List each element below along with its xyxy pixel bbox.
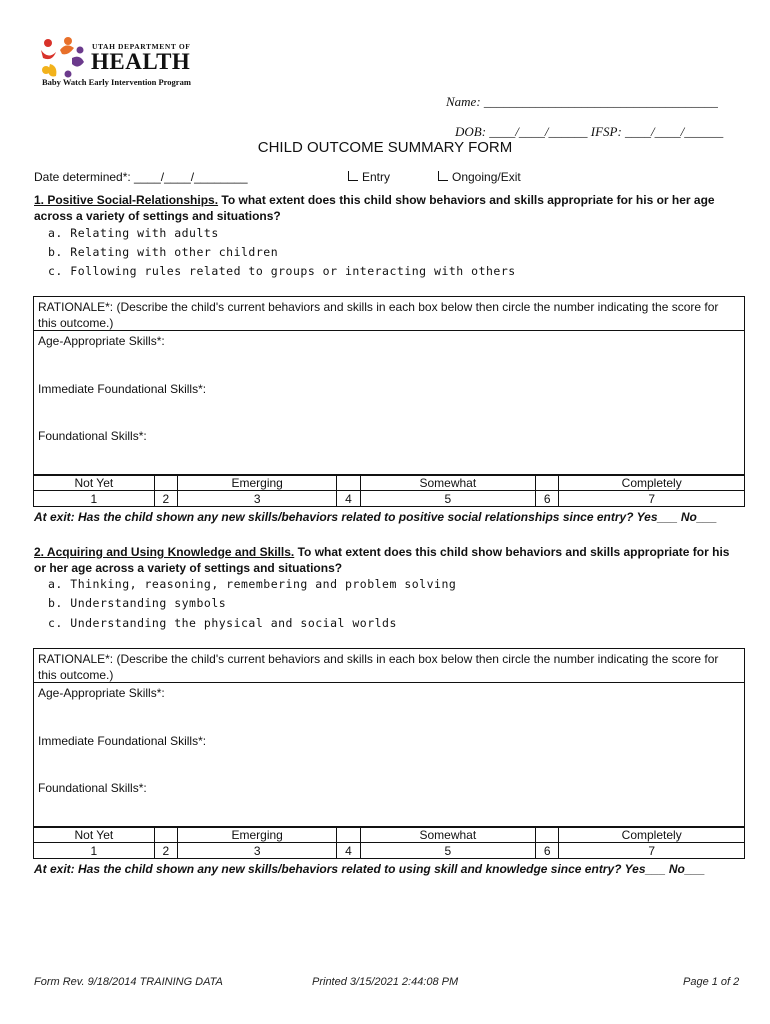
scale-label: Emerging	[178, 475, 337, 491]
score-1[interactable]: 1	[34, 843, 155, 859]
age-appropriate-field[interactable]: Age-Appropriate Skills*:	[38, 686, 165, 700]
logo-health: HEALTH	[91, 49, 191, 74]
scale-label: Not Yet	[34, 475, 155, 491]
footer-printed: Printed 3/15/2021 2:44:08 PM	[312, 976, 459, 988]
section2-heading: 2. Acquiring and Using Knowledge and Skills. To what extent does this child show behaviors and skills appropriate for his or her age across a variety of settings and situations?	[34, 545, 730, 575]
score-6[interactable]: 6	[536, 491, 559, 507]
score-2[interactable]: 2	[154, 491, 177, 507]
ongoing-exit-label: Ongoing/Exit	[452, 170, 521, 184]
dob-ifsp-field[interactable]: DOB: ____/____/______ IFSP: ____/____/______	[455, 124, 724, 139]
score-6[interactable]: 6	[536, 843, 559, 859]
logo-program: Baby Watch Early Intervention Program	[42, 77, 191, 87]
scale-label: Completely	[559, 827, 745, 843]
score-3[interactable]: 3	[178, 843, 337, 859]
page-title: CHILD OUTCOME SUMMARY FORM	[257, 139, 513, 156]
section2-item: b. Understanding symbols	[48, 596, 227, 610]
section1-item: a. Relating with adults	[48, 226, 219, 240]
scale-label: Completely	[559, 475, 745, 491]
date-determined-field[interactable]: Date determined*: ____/____/________	[34, 170, 248, 184]
ongoing-exit-checkbox[interactable]	[438, 170, 521, 184]
section2-score-scale	[33, 826, 745, 859]
scale-label: Somewhat	[360, 827, 535, 843]
score-4[interactable]: 4	[337, 843, 360, 859]
section2-item: c. Understanding the physical and social worlds	[48, 616, 397, 630]
score-4[interactable]: 4	[337, 491, 360, 507]
footer-revision: Form Rev. 9/18/2014 TRAINING DATA	[34, 976, 223, 988]
score-3[interactable]: 3	[178, 491, 337, 507]
foundational-field[interactable]: Foundational Skills*:	[38, 429, 147, 443]
health-logo-icon	[38, 36, 90, 80]
foundational-field[interactable]: Foundational Skills*:	[38, 781, 147, 795]
scale-label	[536, 475, 559, 491]
section1-item: c. Following rules related to groups or interacting with others	[48, 264, 516, 278]
scale-label: Not Yet	[34, 827, 155, 843]
score-5[interactable]: 5	[360, 491, 535, 507]
score-7[interactable]: 7	[559, 843, 745, 859]
name-field[interactable]: Name: ____________________________________	[446, 94, 718, 109]
logo-dept-line: UTAH DEPARTMENT OF	[92, 42, 191, 51]
rationale-text: RATIONALE*: (Describe the child's current behaviors and skills in each box below then circle the number indicating the score for this outcome.)	[34, 297, 744, 331]
scale-label	[337, 827, 360, 843]
section2-exit-question[interactable]: At exit: Has the child shown any new skills/behaviors related to using skill and knowledge since entry? Yes___ No___	[34, 862, 705, 876]
scale-label	[154, 827, 177, 843]
section1-item: b. Relating with other children	[48, 245, 279, 259]
scale-label	[337, 475, 360, 491]
score-2[interactable]: 2	[154, 843, 177, 859]
immediate-foundational-field[interactable]: Immediate Foundational Skills*:	[38, 382, 207, 396]
section2-rationale-box	[33, 648, 745, 828]
footer-page-number: Page 1 of 2	[683, 976, 740, 988]
score-7[interactable]: 7	[559, 491, 745, 507]
score-5[interactable]: 5	[360, 843, 535, 859]
immediate-foundational-field[interactable]: Immediate Foundational Skills*:	[38, 734, 207, 748]
score-1[interactable]: 1	[34, 491, 155, 507]
entry-label: Entry	[362, 170, 391, 184]
scale-label	[536, 827, 559, 843]
scale-label	[154, 475, 177, 491]
entry-checkbox[interactable]	[348, 170, 390, 184]
age-appropriate-field[interactable]: Age-Appropriate Skills*:	[38, 334, 165, 348]
checkbox-icon	[348, 171, 358, 181]
rationale-text: RATIONALE*: (Describe the child's current behaviors and skills in each box below then circle the number indicating the score for this outcome.)	[34, 649, 744, 683]
section1-score-scale	[33, 474, 745, 507]
checkbox-icon	[438, 171, 448, 181]
scale-label: Somewhat	[360, 475, 535, 491]
section1-exit-question[interactable]: At exit: Has the child shown any new skills/behaviors related to positive social relationships since entry? Yes___ No___	[34, 510, 717, 524]
section1-rationale-box	[33, 296, 745, 476]
scale-label: Emerging	[178, 827, 337, 843]
section1-heading: 1. Positive Social-Relationships. To what extent does this child show behaviors and skills appropriate for his or her age across a variety of settings and situations?	[34, 193, 715, 223]
section2-item: a. Thinking, reasoning, remembering and problem solving	[48, 577, 457, 591]
